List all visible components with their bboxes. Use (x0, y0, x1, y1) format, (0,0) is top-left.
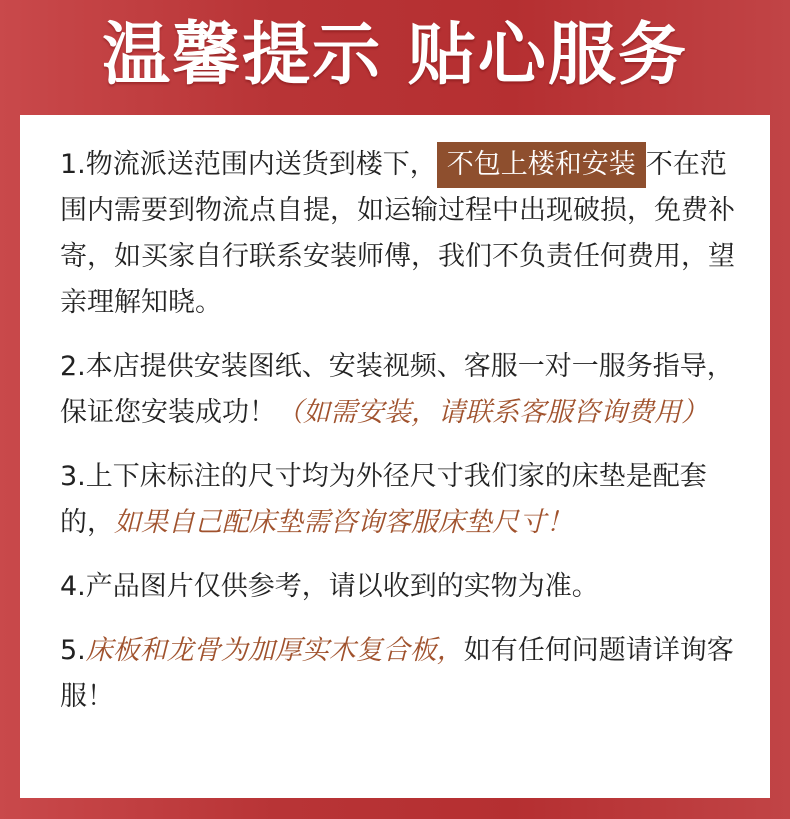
notice-item-4 (60, 564, 750, 610)
notice-item-2-text: 2.本店提供安装图纸、安装视频、客服一对一服务指导，保证您安装成功！ (60, 351, 734, 428)
notice-item-5-prefix: 5. (60, 635, 86, 666)
notice-item-1 (60, 142, 750, 326)
notice-item-1-rest: 不在范围内需要到物流点自提，如运输过程中出现破损，免费补寄，如买家自行联系安装师傅，我们不负责任何费用，望亲理解知晓。 (60, 149, 735, 318)
notice-item-2 (60, 344, 750, 436)
notice-item-3-text: 3.上下床标注的尺寸均为外径尺寸我们家的床垫是配套的， (60, 461, 707, 538)
no-install-highlight-badge: 不包上楼和安装 (437, 142, 646, 188)
notice-item-3 (60, 454, 750, 546)
notice-card (20, 115, 770, 798)
notice-item-2-note: （如需安装，请联系客服咨询费用） (276, 397, 708, 428)
notice-item-4-text: 4.产品图片仅供参考，请以收到的实物为准。 (60, 571, 599, 602)
notice-item-5-note: 床板和龙骨为加厚实木复合板， (85, 635, 464, 666)
notice-item-1-text: 1.物流派送范围内送货到楼下， (60, 149, 437, 180)
notice-item-3-note: 如果自己配床垫需咨询客服床垫尺寸！ (114, 507, 573, 538)
notice-item-5-text: 如有任何问题请详询客服！ (60, 635, 734, 712)
page-title: 温馨提示 贴心服务 (102, 16, 688, 95)
notice-item-5 (60, 628, 750, 720)
